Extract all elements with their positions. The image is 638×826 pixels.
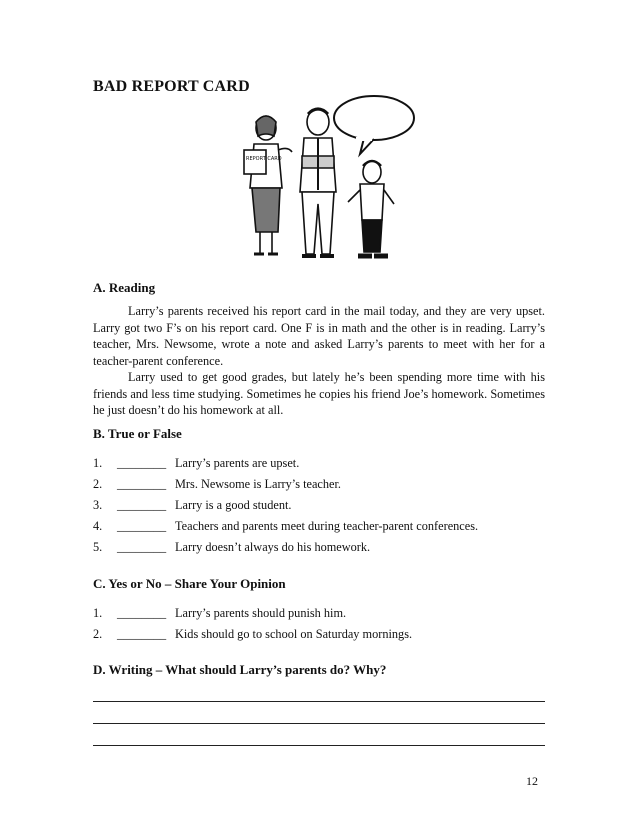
item-statement: Larry is a good student. xyxy=(175,498,292,512)
answer-blank[interactable]: ________ xyxy=(117,456,167,470)
answer-blank[interactable]: ________ xyxy=(117,606,167,620)
item-statement: Kids should go to school on Saturday mornings. xyxy=(175,627,413,641)
father-figure-icon xyxy=(300,109,336,256)
section-b-heading: B. True or False xyxy=(93,426,182,441)
writing-line[interactable] xyxy=(93,701,545,702)
item-statement: Larry’s parents are upset. xyxy=(175,456,300,470)
item-number: 1. xyxy=(93,456,103,470)
item-number: 5. xyxy=(93,540,103,554)
item-number: 3. xyxy=(93,498,103,512)
opinion-item xyxy=(93,627,412,642)
page-title: BAD REPORT CARD xyxy=(93,78,250,95)
answer-blank[interactable]: ________ xyxy=(117,498,167,512)
speech-bubble-icon xyxy=(334,96,414,154)
writing-line[interactable] xyxy=(93,723,545,724)
page-number: 12 xyxy=(526,774,538,788)
answer-blank[interactable]: ________ xyxy=(117,477,167,491)
family-illustration xyxy=(226,92,416,270)
answer-blank[interactable]: ________ xyxy=(117,540,167,554)
section-a-heading: A. Reading xyxy=(93,280,156,295)
item-statement: Larry doesn’t always do his homework. xyxy=(175,540,371,554)
answer-blank[interactable]: ________ xyxy=(117,519,167,533)
answer-blank[interactable]: ________ xyxy=(117,627,167,641)
true-false-item xyxy=(93,519,478,534)
section-d-heading: D. Writing – What should Larry’s parents do? Why? xyxy=(93,662,387,677)
opinion-item xyxy=(93,606,346,621)
true-false-item xyxy=(93,456,299,471)
item-statement: Teachers and parents meet during teacher-parent conferences. xyxy=(175,519,479,533)
item-number: 4. xyxy=(93,519,103,533)
mother-figure-icon xyxy=(244,116,292,254)
svg-text:REPORT CARD: REPORT CARD xyxy=(246,156,282,162)
boy-figure-icon xyxy=(348,161,394,256)
section-c-heading: C. Yes or No – Share Your Opinion xyxy=(93,576,286,591)
item-number: 1. xyxy=(93,606,103,620)
item-number: 2. xyxy=(93,477,103,491)
reading-passage xyxy=(93,303,545,419)
true-false-item xyxy=(93,477,341,492)
true-false-item xyxy=(93,540,370,555)
true-false-item xyxy=(93,498,291,513)
reading-paragraph: Larry used to get good grades, but lately he’s been spending more time with his friends and less time studying. Sometimes he copies his friend Joe’s homework. Sometimes he just doesn’t do his homework at all. xyxy=(93,370,545,417)
writing-line[interactable] xyxy=(93,745,545,746)
item-number: 2. xyxy=(93,627,103,641)
item-statement: Larry’s parents should punish him. xyxy=(175,606,347,620)
item-statement: Mrs. Newsome is Larry’s teacher. xyxy=(175,477,341,491)
reading-paragraph: Larry’s parents received his report card in the mail today, and they are very upset. Larry got two F’s on his report card. One F is in math and the other is in reading. Larry’s teacher, Mrs. Newsome, wrote a note and asked Larry’s parents to meet with her for a teacher-parent conference. xyxy=(93,304,545,368)
